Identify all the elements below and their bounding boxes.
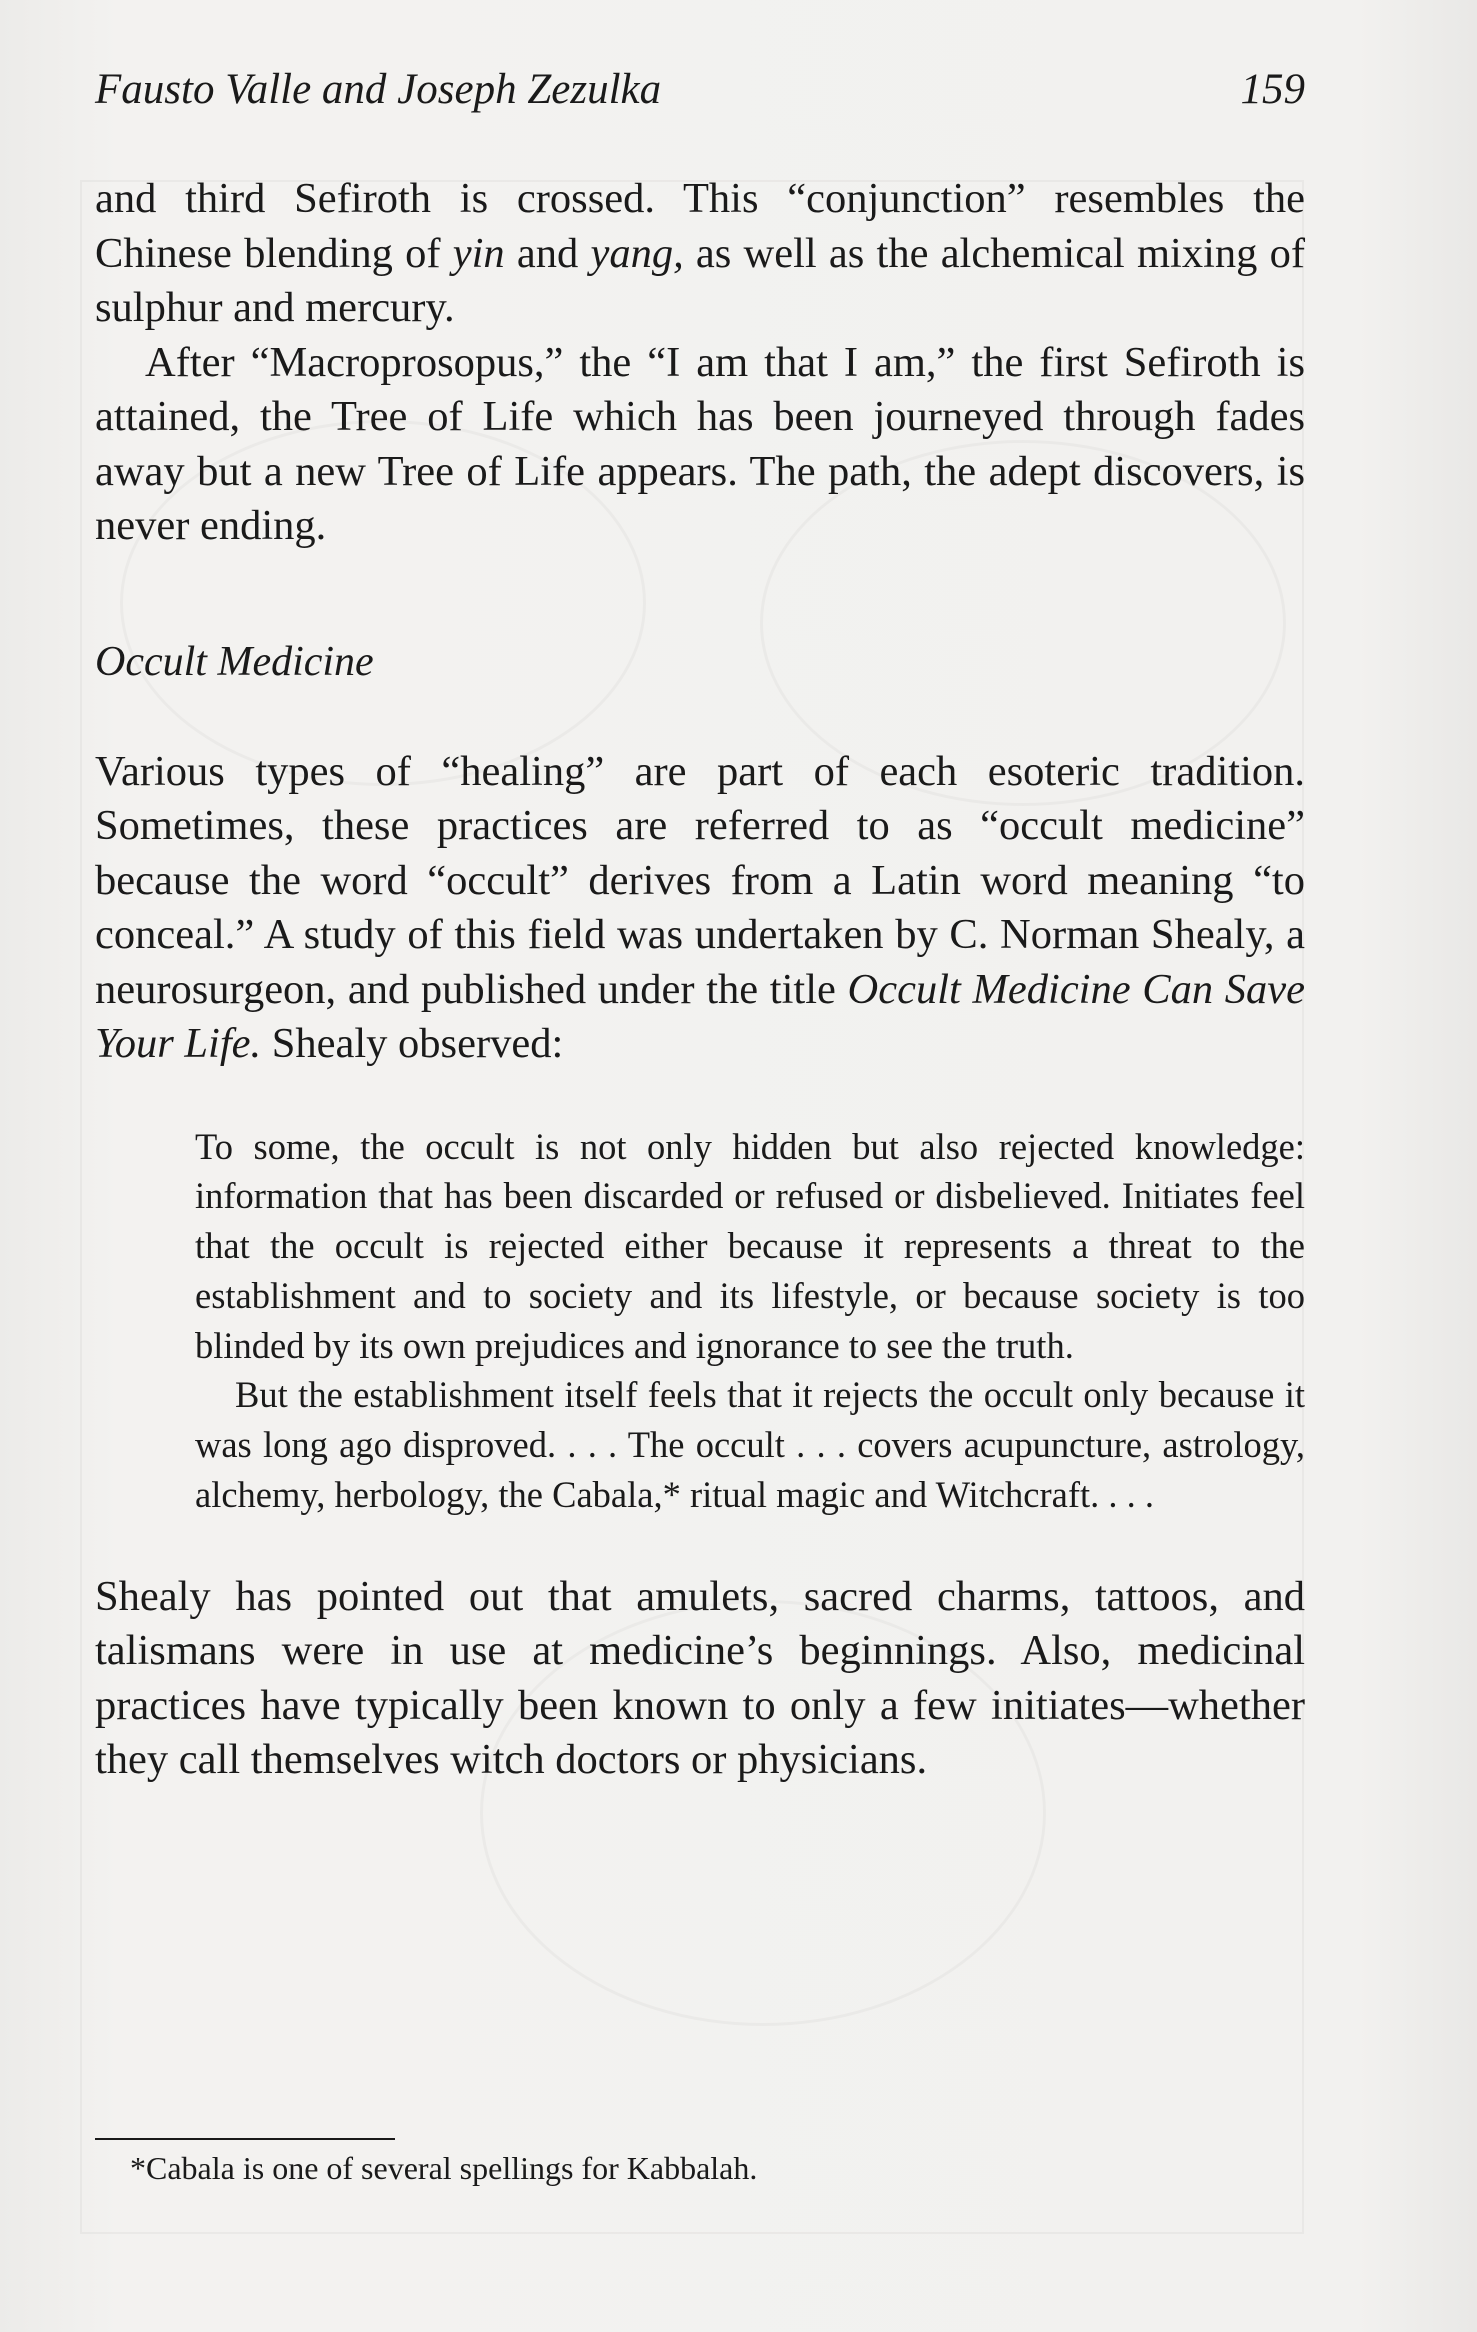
running-header [95, 60, 1305, 120]
italic-yang: yang, [590, 229, 684, 277]
footnote-rule [95, 2138, 395, 2140]
body-text [95, 172, 1305, 1788]
running-title: Fausto Valle and Joseph Zezulka [95, 66, 662, 113]
paragraph-shealy-amulets: Shealy has pointed out that amulets, sacred charms, tattoos, and talismans were in use at medicine’s beginnings. Also, medicinal practices have typically been known to only a few initiates—whether they call themselves witch doctors or physicians. [95, 1572, 1305, 1784]
italic-yin: yin [452, 229, 505, 277]
quote-paragraph: To some, the occult is not only hidden but also rejected knowledge: information that has been discarded or refused or disbelieved. Initiates feel that the occult is rejected either because it represents a threat to the establishment and to society and its lifestyle, or because society is too blinded by its own prejudices and ignorance to see the truth. [195, 1125, 1305, 1366]
text-run: Various types of “healing” are part of each esoteric tradition. Sometimes, these practices are referred to as “occult medicine” because the word “occult” derives from a Latin word meaning “to conceal.” A study of this field was undertaken by C. Norman Shealy, a neurosurgeon, and published under the title [95, 747, 1305, 1013]
quote-paragraph: But the establishment itself feels that it rejects the occult only because it was long ago disproved. . . . The occult . . . covers acupuncture, astrology, alchemy, herbology, the Cabala,* ritual magic and Witchcraft. . . . [195, 1374, 1305, 1516]
paragraph-occult-medicine [95, 745, 1305, 1072]
text-run: and [504, 229, 591, 277]
page-number: 159 [1240, 66, 1305, 113]
footnote: *Cabala is one of several spellings for Kabbalah. [130, 2150, 758, 2186]
block-quote [195, 1122, 1305, 1520]
text-run: Shealy observed: [261, 1020, 564, 1067]
paragraph-continuation [95, 172, 1305, 336]
text-run: and third Sefiroth is crossed. This “conjunction” resembles the Chinese blending of [95, 175, 1305, 277]
section-heading: Occult Medicine [95, 638, 374, 685]
paragraph-macroprosopus: After “Macroprosopus,” the “I am that I am,” the first Sefiroth is attained, the Tree of Life which has been journeyed through fades away but a new Tree of Life appears. The path, the adept discovers, is never ending. [95, 338, 1305, 549]
text-run: as well as the alchemical mixing of sulphur and mercury. [95, 229, 1305, 331]
book-title: Occult Medicine Can Save Your Life. [95, 965, 1305, 1067]
